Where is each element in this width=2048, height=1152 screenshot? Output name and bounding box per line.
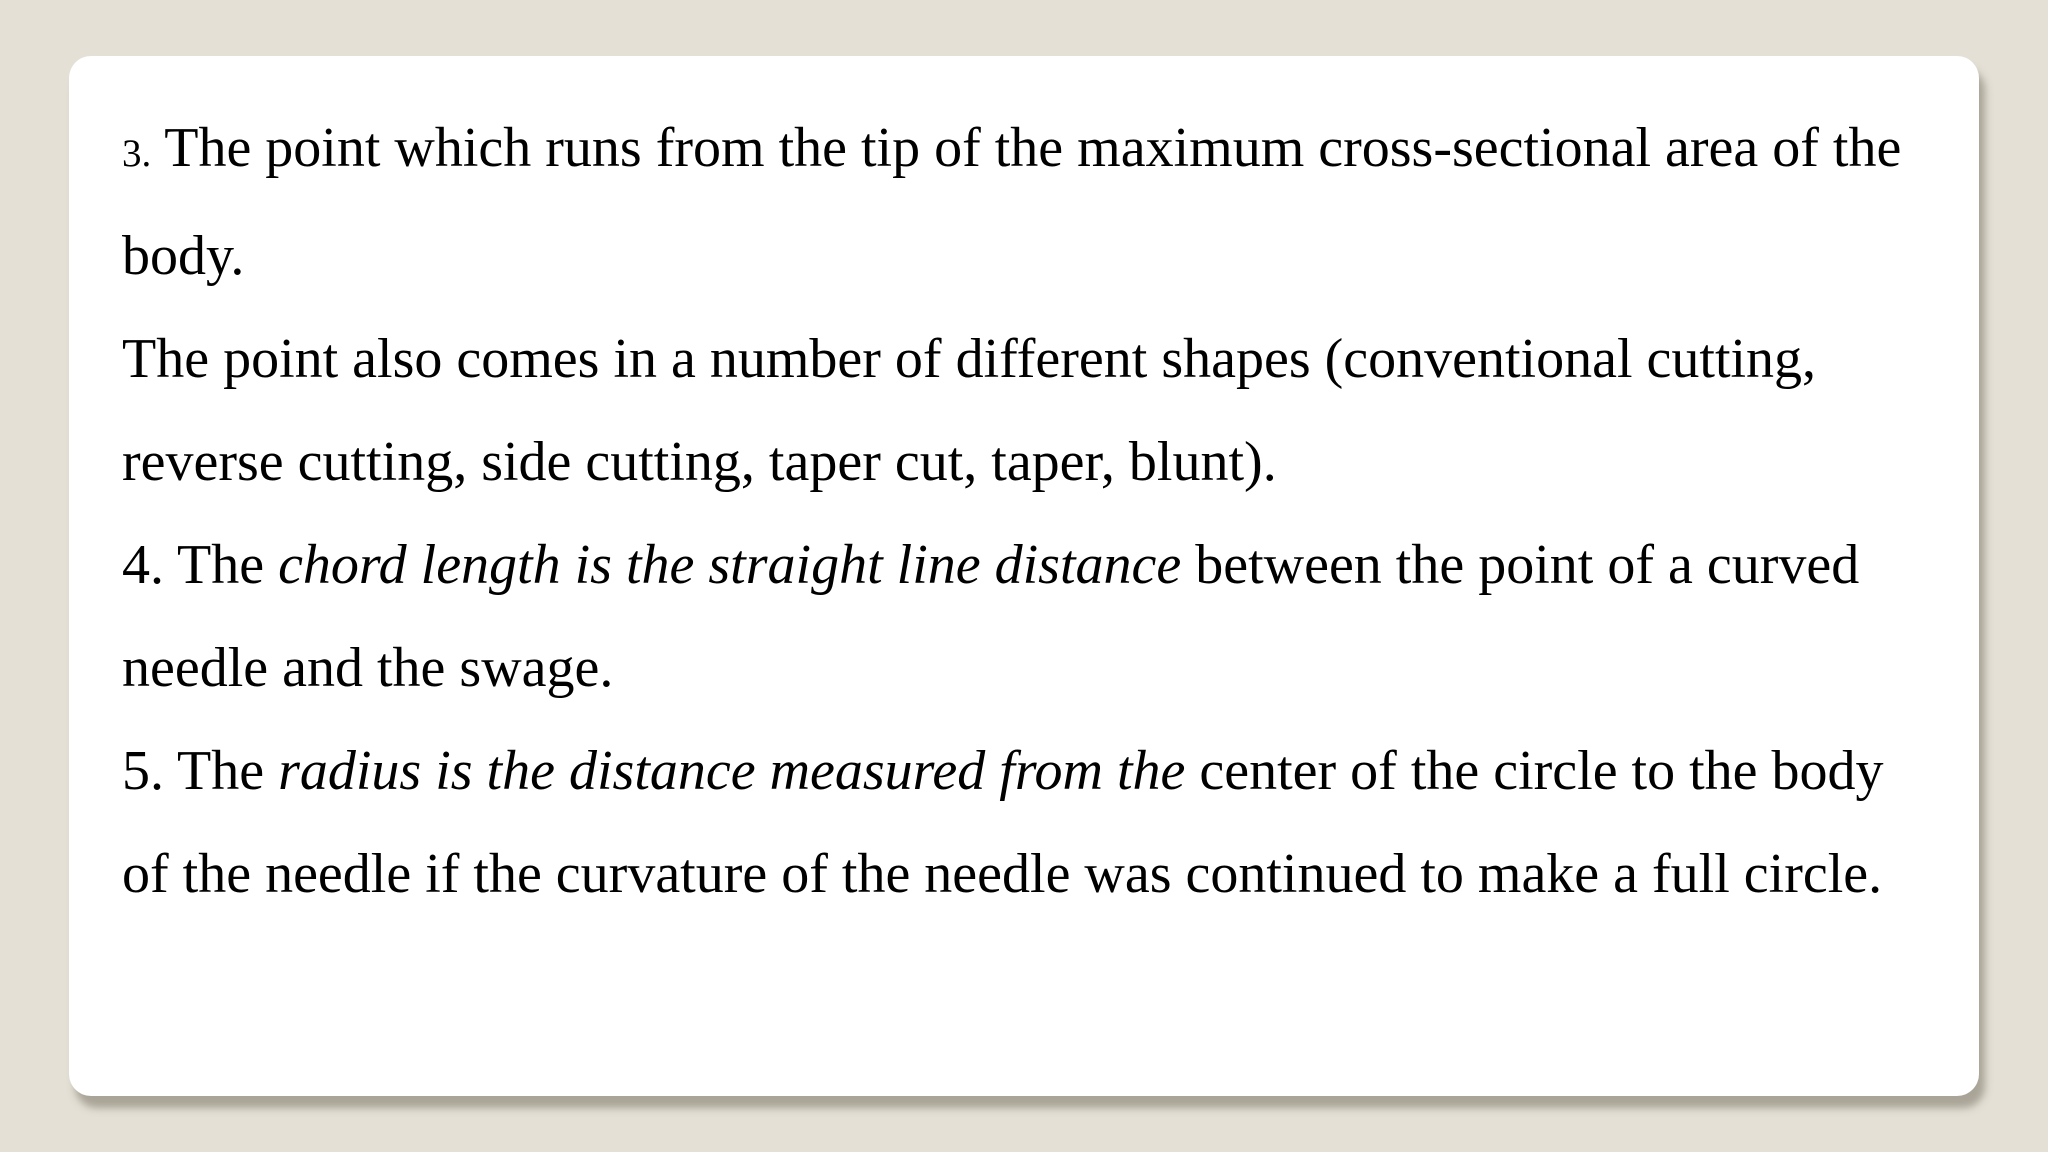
item-5-emphasis: radius is the distance measured from the [278,740,1186,802]
paragraph-item-5 [122,720,1942,926]
item-4-emphasis: chord length is the straight line distance [278,534,1182,596]
item-3-number: 3. [122,132,152,175]
slide-body-text [122,97,1942,926]
paragraph-item-4 [122,514,1942,720]
point-shapes-text: The point also comes in a number of different shapes (conventional cutting, reverse cutting, side cutting, taper cut, taper, blunt). [122,328,1817,493]
item-3-text: The point which runs from the tip of the maximum cross-sectional area of the body. [122,117,1902,287]
item-5-lead: 5. The [122,740,279,802]
item-4-tail: between the point of a curved needle and the swage. [122,534,1860,699]
paragraph-item-3 [122,97,1942,308]
item-5-tail: center of the circle to the body of the needle if the curvature of the needle was continued to make a full circle. [122,740,1884,905]
paragraph-point-shapes [122,308,1942,514]
item-4-lead: 4. The [122,534,279,596]
